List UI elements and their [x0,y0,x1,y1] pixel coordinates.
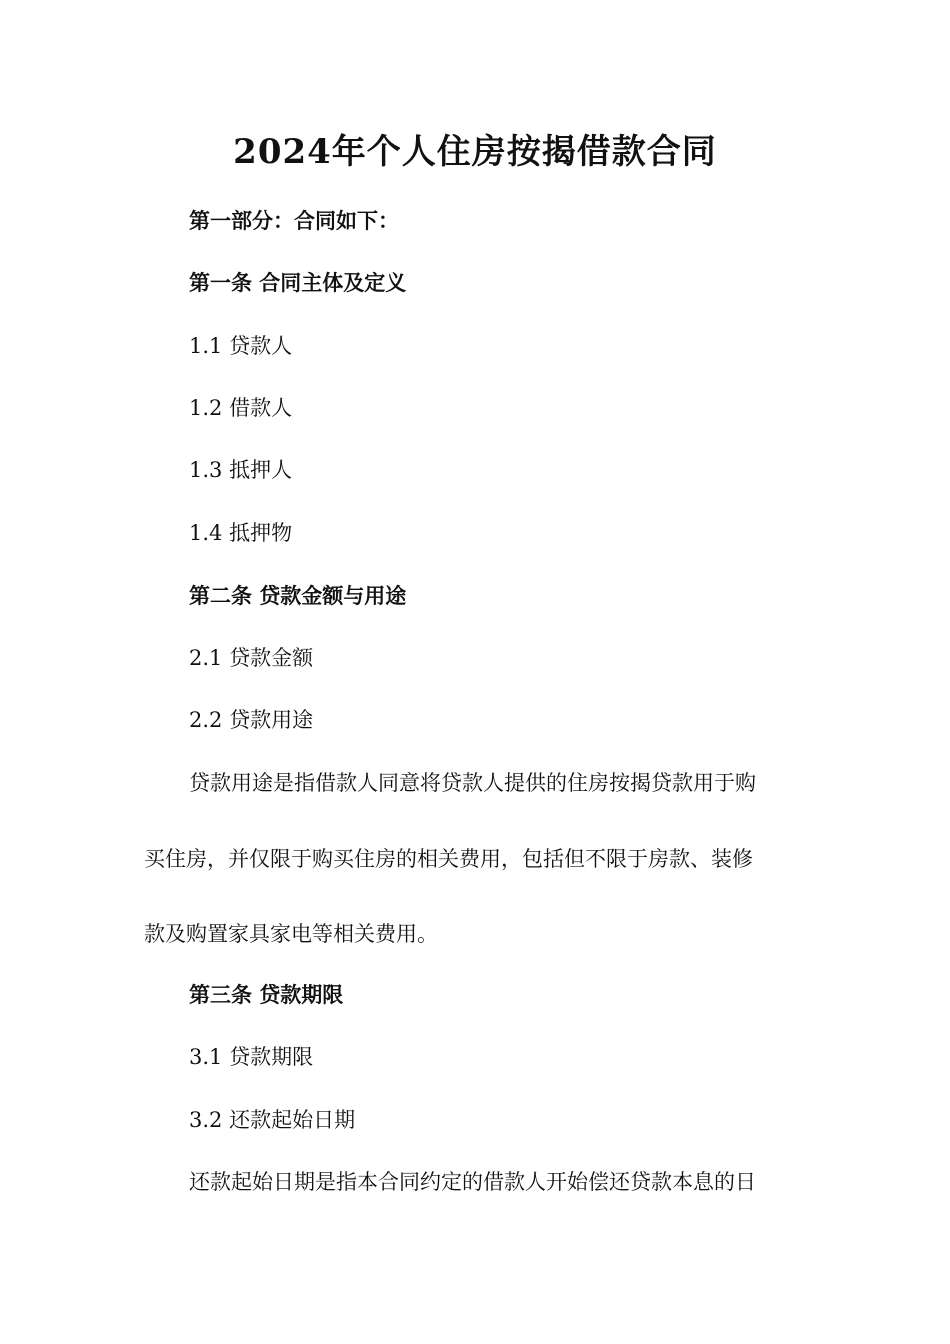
article-2-heading: 第二条 贷款金额与用途 [189,584,407,608]
article-1-item-4: 1.4 抵押物 [189,521,293,545]
article-1-item-1: 1.1 贷款人 [189,334,293,358]
part-heading: 第一部分：合同如下： [189,209,399,233]
article-2-paragraph-line-3: 款及购置家具家电等相关费用。 [144,922,438,946]
article-1-heading: 第一条 合同主体及定义 [189,271,407,295]
article-3-item-1: 3.1 贷款期限 [189,1045,314,1069]
article-3-paragraph-line-1: 还款起始日期是指本合同约定的借款人开始偿还贷款本息的日 [189,1170,756,1194]
article-3-item-2: 3.2 还款起始日期 [189,1108,356,1132]
document-title: 2024年个人住房按揭借款合同 [233,132,717,172]
article-1-item-3: 1.3 抵押人 [189,458,293,482]
article-2-item-1: 2.1 贷款金额 [189,646,314,670]
article-2-paragraph-line-2: 买住房，并仅限于购买住房的相关费用，包括但不限于房款、装修 [144,847,753,871]
article-1-item-2: 1.2 借款人 [189,396,293,420]
article-2-paragraph-line-1: 贷款用途是指借款人同意将贷款人提供的住房按揭贷款用于购 [189,771,756,795]
article-2-item-2: 2.2 贷款用途 [189,708,314,732]
article-3-heading: 第三条 贷款期限 [189,983,344,1007]
